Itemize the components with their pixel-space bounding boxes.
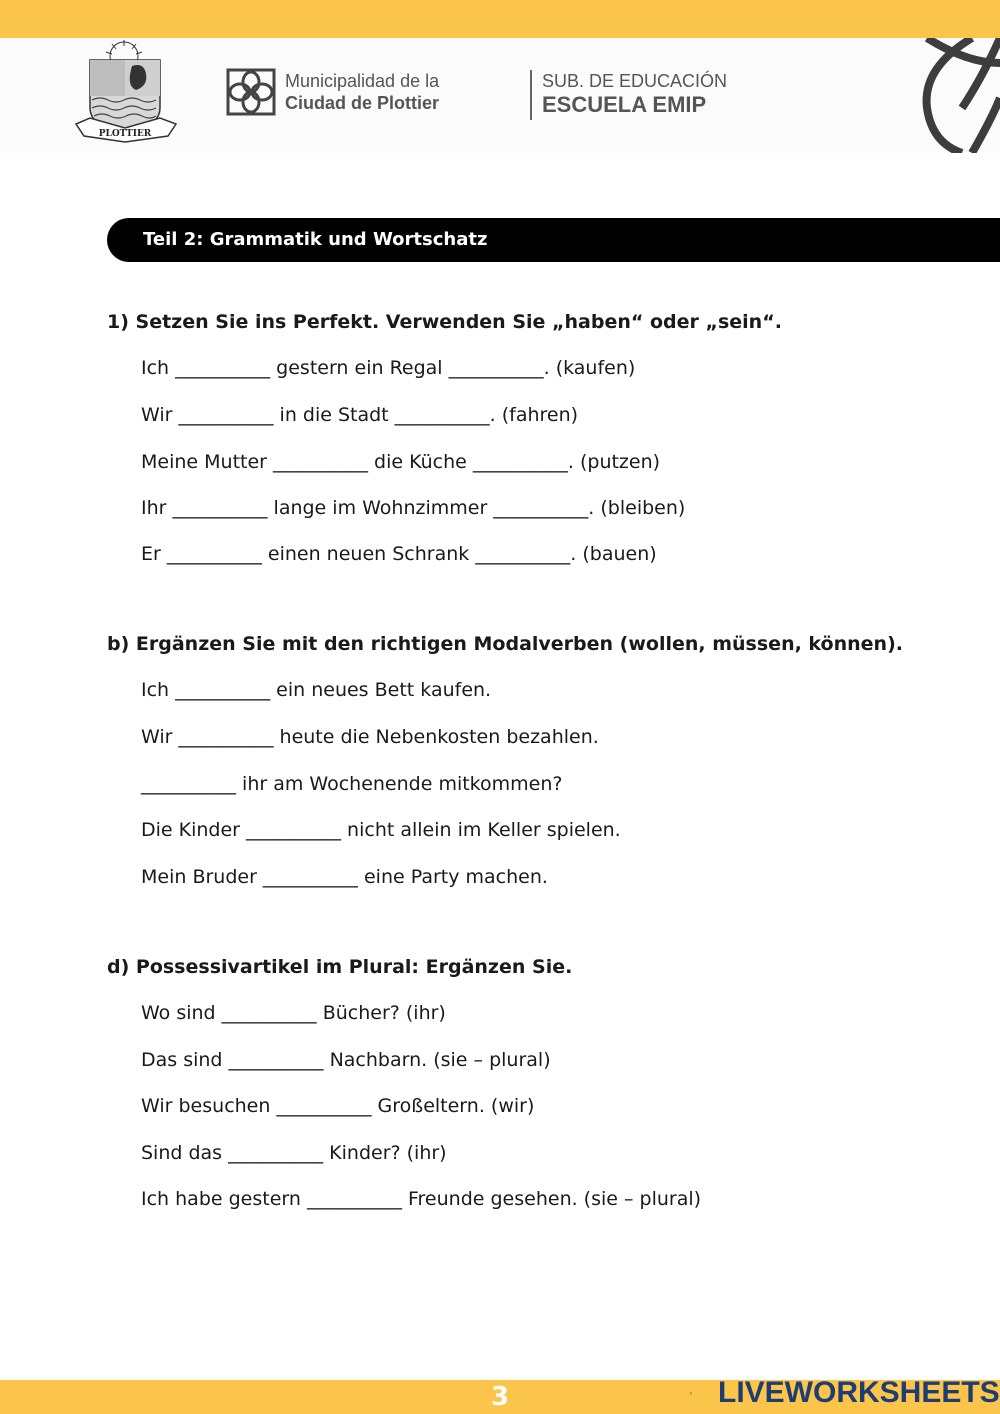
- item-text: Meine Mutter __________ die Küche __________. (putzen): [141, 451, 661, 473]
- page-number: 3: [490, 1382, 510, 1412]
- item-text: Wir __________ in die Stadt __________. (fahren): [141, 404, 579, 426]
- decorative-arcs-icon: [912, 38, 1000, 153]
- item-text: Das sind __________ Nachbarn. (sie – plural): [141, 1049, 551, 1071]
- liveworksheets-brand: LIVEWORKSHEETS: [718, 1376, 1000, 1409]
- item-text: Die Kinder __________ nicht allein im Keller spielen.: [141, 819, 621, 841]
- municipality-name: [285, 70, 439, 114]
- exercise-b-title: b) Ergänzen Sie mit den richtigen Modalverben (wollen, müssen, können).: [107, 633, 903, 655]
- exercise-1-title: 1) Setzen Sie ins Perfekt. Verwenden Sie „haben“ oder „sein“.: [107, 311, 782, 333]
- item-text: Mein Bruder __________ eine Party machen.: [141, 866, 548, 888]
- school-line2: ESCUELA EMIP: [542, 92, 707, 117]
- item-text: Ich __________ ein neues Bett kaufen.: [141, 679, 492, 701]
- exercise-d-title: d) Possessivartikel im Plural: Ergänzen Sie.: [107, 956, 573, 978]
- school-name: [542, 70, 727, 118]
- item-text: Ihr __________ lange im Wohnzimmer __________. (bleiben): [141, 497, 686, 519]
- plottier-crest-logo: [72, 38, 182, 144]
- item-text: Wir besuchen __________ Großeltern. (wir): [141, 1095, 535, 1117]
- section-title: Teil 2: Grammatik und Wortschatz: [143, 229, 488, 250]
- municipality-line2: Ciudad de Plottier: [285, 93, 440, 113]
- liveworksheets-logo-icon: [690, 1376, 718, 1410]
- school-line1: SUB. DE EDUCACIÓN: [542, 71, 728, 91]
- item-text: Wir __________ heute die Nebenkosten bezahlen.: [141, 726, 599, 748]
- item-text: __________ ihr am Wochenende mitkommen?: [141, 773, 563, 795]
- municipality-logo-icon: [226, 68, 276, 116]
- municipality-line1: Municipalidad de la: [285, 71, 440, 91]
- item-text: Er __________ einen neuen Schrank __________. (bauen): [141, 543, 657, 565]
- item-text: Wo sind __________ Bücher? (ihr): [141, 1002, 446, 1024]
- item-text: Ich habe gestern __________ Freunde gesehen. (sie – plural): [141, 1188, 702, 1210]
- header-divider: [530, 70, 532, 120]
- crest-label: PLOTTIER: [98, 129, 152, 139]
- item-text: Sind das __________ Kinder? (ihr): [141, 1142, 447, 1164]
- top-accent-bar: [0, 0, 1000, 38]
- item-text: Ich __________ gestern ein Regal __________. (kaufen): [141, 357, 636, 379]
- section-header-bar: [107, 218, 1000, 262]
